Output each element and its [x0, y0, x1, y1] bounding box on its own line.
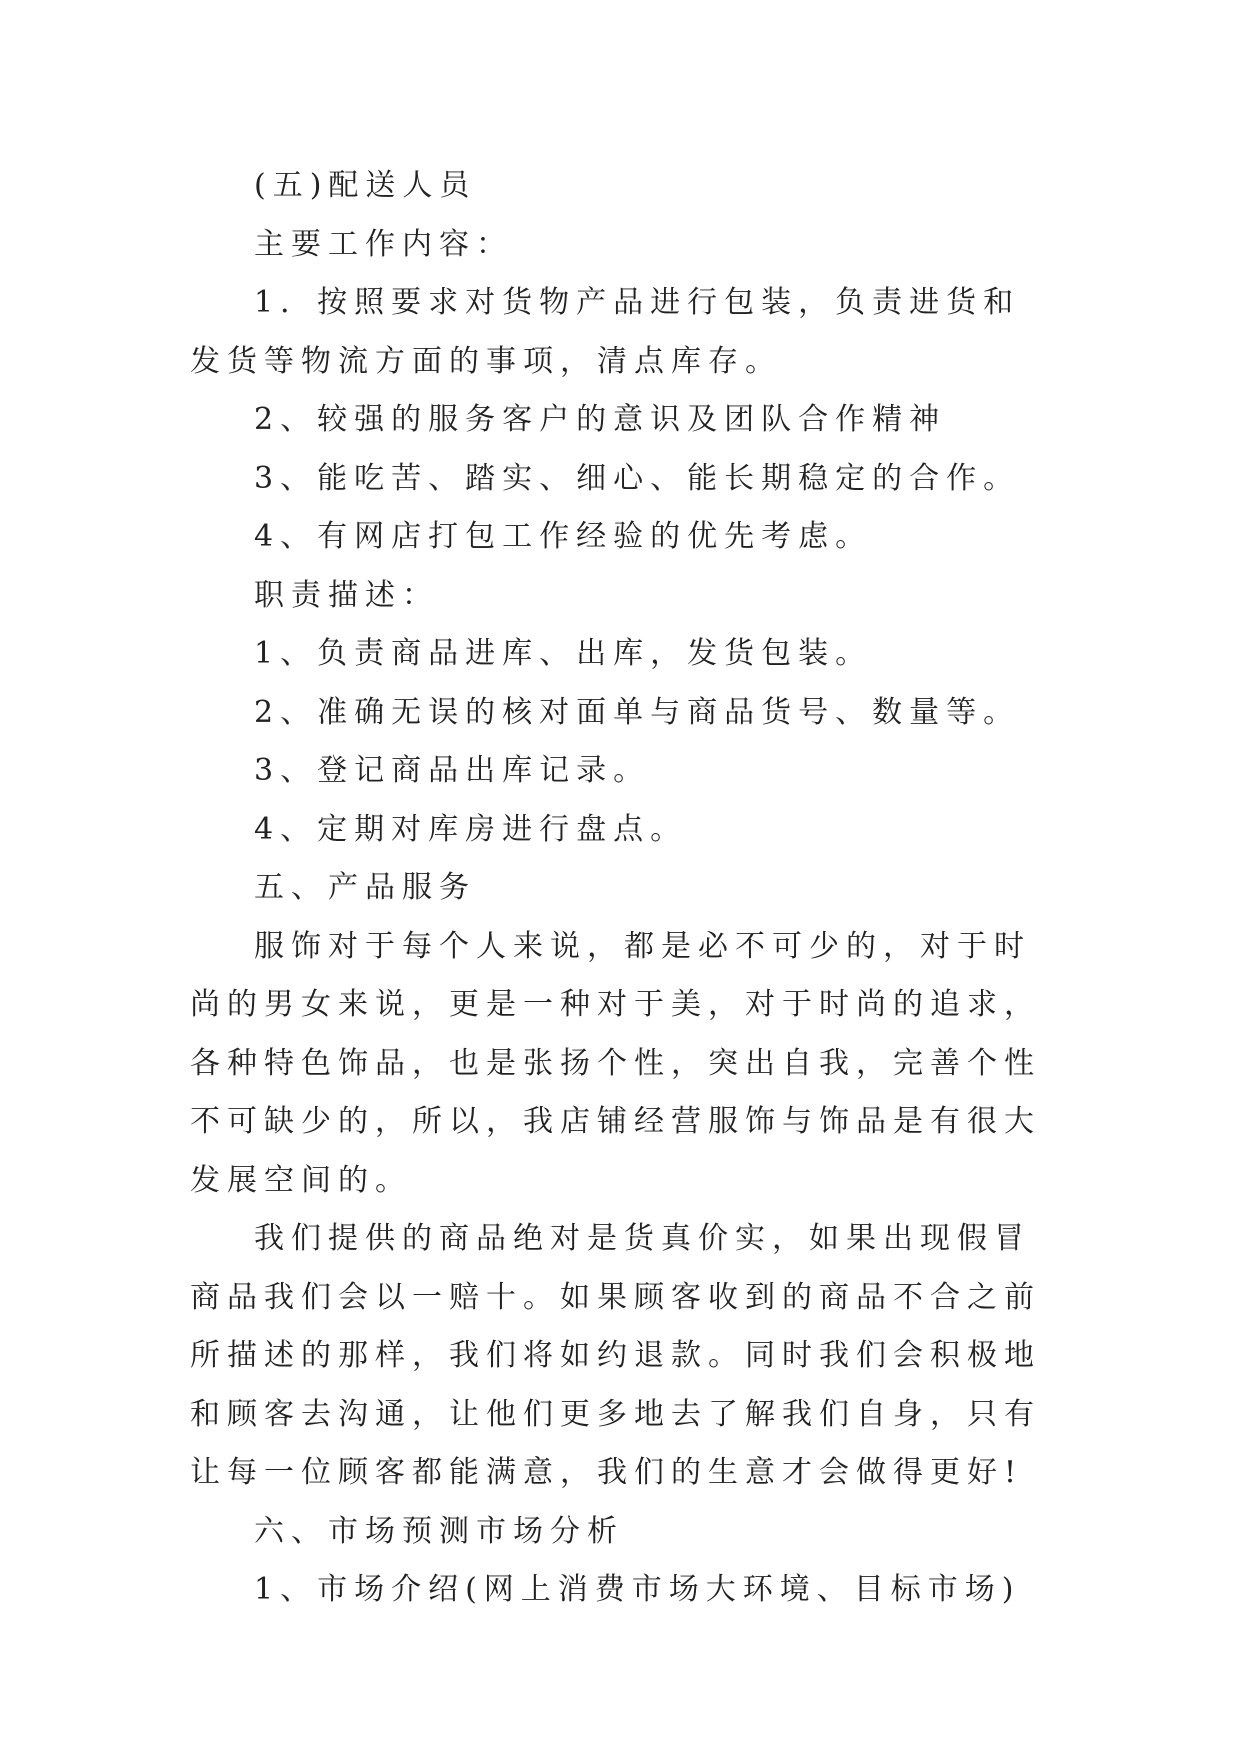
document-body	[190, 157, 1050, 1620]
market-item-1: 1、市场介绍(网上消费市场大环境、目标市场)	[254, 1572, 1021, 1607]
duty-item-1: 1．按照要求对货物产品进行包装，负责进货和发货等物流方面的事项，清点库存。	[190, 285, 1021, 379]
body-paragraph-fashion: 服饰对于每个人来说，都是必不可少的，对于时尚的男女来说，更是一种对于美，对于时尚的追求，各种特色饰品，也是张扬个性，突出自我，完善个性不可缺少的，所以，我店铺经营服饰与饰品是有很大发展空间的。	[190, 928, 1041, 1198]
section-heading-market-forecast: 六、市场预测市场分析	[254, 1513, 624, 1549]
description-item-1: 1、负责商品进库、出库，发货包装。	[254, 636, 873, 671]
duty-item-2: 2、较强的服务客户的意识及团队合作精神	[254, 402, 947, 437]
description-item-3: 3、登记商品出库记录。	[254, 753, 651, 788]
duty-item-4: 4、有网店打包工作经验的优先考虑。	[254, 519, 873, 554]
subheading-main-duties: 主要工作内容：	[254, 226, 513, 262]
description-item-4: 4、定期对库房进行盘点。	[254, 811, 688, 847]
duty-item-3: 3、能吃苦、踏实、细心、能长期稳定的合作。	[254, 460, 1021, 496]
description-item-2: 2、准确无误的核对面单与商品货号、数量等。	[254, 694, 1021, 730]
section-heading-product-service: 五、产品服务	[254, 870, 476, 905]
subheading-job-description: 职责描述：	[254, 577, 439, 613]
section-heading-delivery-staff: (五)配送人员	[254, 168, 477, 203]
body-paragraph-guarantee: 我们提供的商品绝对是货真价实，如果出现假冒商品我们会以一赔十。如果顾客收到的商品不合之前所描述的那样，我们将如约退款。同时我们会积极地和顾客去沟通，让他们更多地去了解我们自身，只有让每一位顾客都能满意，我们的生意才会做得更好!	[190, 1221, 1041, 1490]
